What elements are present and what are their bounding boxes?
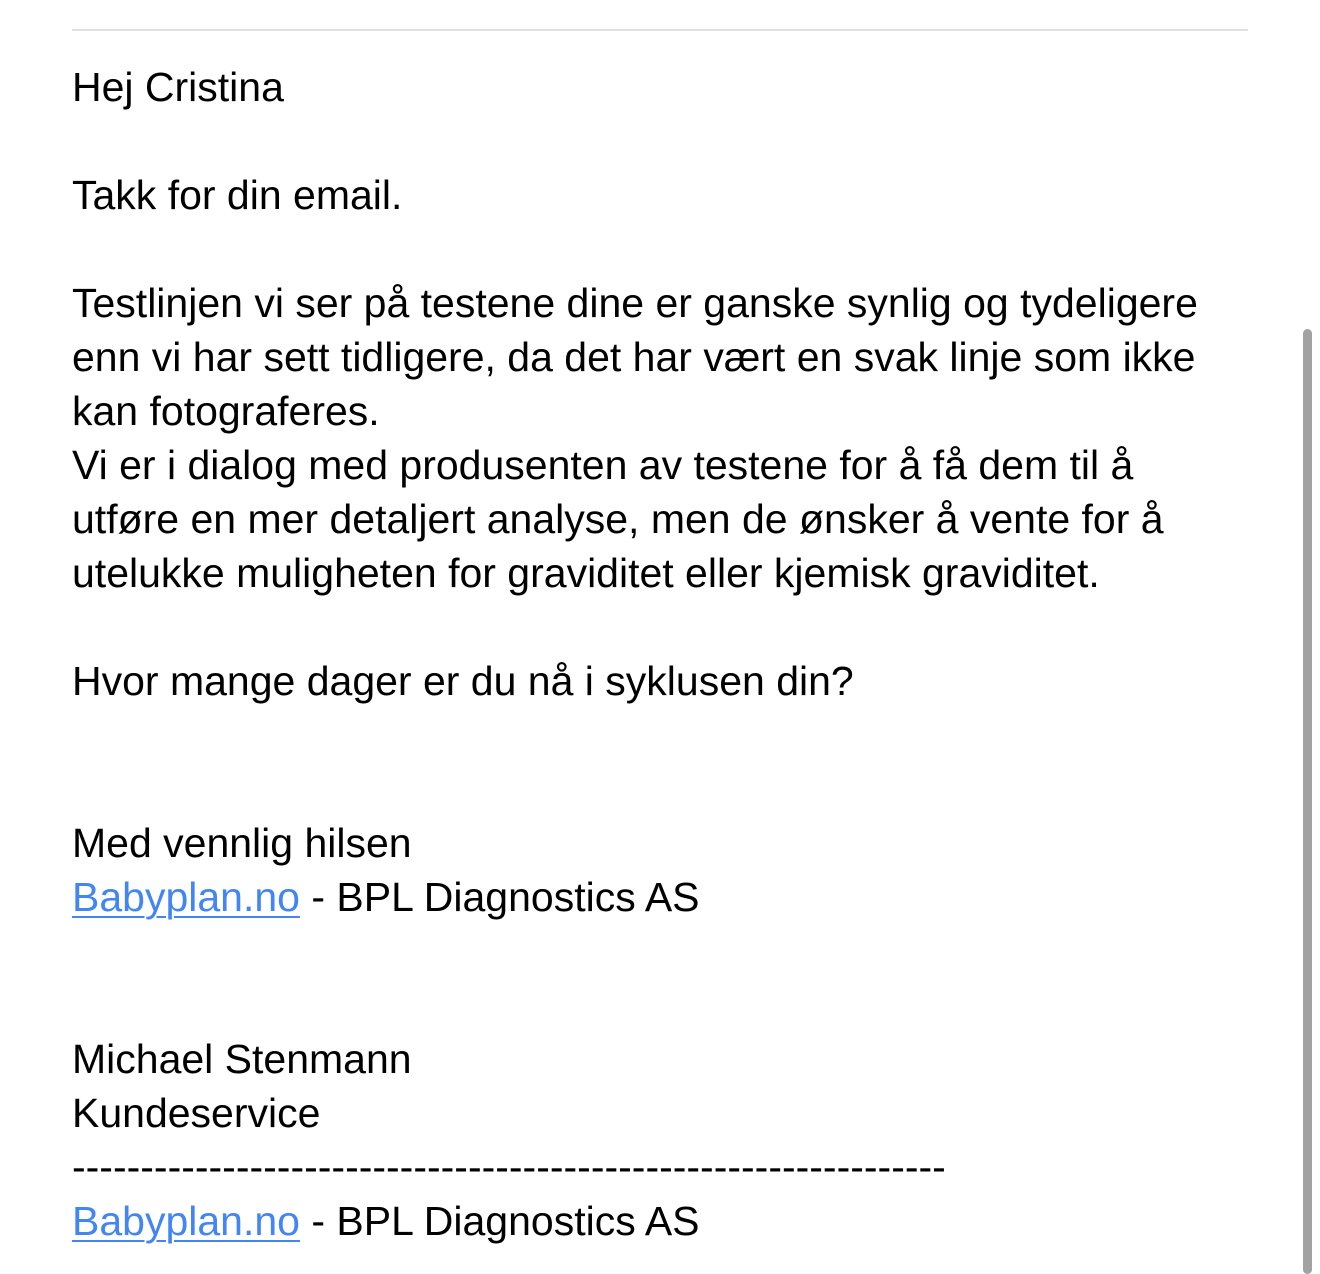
signoff-line: Med vennlig hilsen <box>72 820 412 866</box>
babyplan-footer-link[interactable]: Babyplan.no <box>72 1198 300 1244</box>
footer-company-line <box>72 1194 1232 1248</box>
sender-role-line: Kundeservice <box>72 1090 321 1136</box>
email-message-body <box>72 60 1232 1248</box>
blank-lines <box>72 924 1232 1032</box>
blank-line <box>72 600 1232 654</box>
blank-lines <box>72 708 1232 816</box>
thanks-line: Takk for din email. <box>72 172 403 218</box>
message-top-divider <box>72 29 1248 31</box>
vertical-scrollbar-thumb[interactable] <box>1303 329 1312 1274</box>
paragraph-testline: Testlinjen vi ser på testene dine er ganske synlig og tydeligere enn vi har sett tidligere, da det har vært en svak linje som ikke kan fotograferes. <box>72 280 1198 434</box>
company-line <box>72 870 1232 924</box>
paragraph-dialog: Vi er i dialog med produsenten av testene for å få dem til å utføre en mer detaljert analyse, men de ønsker å vente for å utelukke muligheten for graviditet eller kjemisk graviditet. <box>72 442 1164 596</box>
blank-line <box>72 222 1232 276</box>
footer-company-suffix: - BPL Diagnostics AS <box>299 1198 700 1244</box>
sender-name-line: Michael Stenmann <box>72 1036 412 1082</box>
question-line: Hvor mange dager er du nå i syklusen din? <box>72 658 854 704</box>
babyplan-link[interactable]: Babyplan.no <box>72 874 300 920</box>
blank-line <box>72 114 1232 168</box>
greeting-line: Hej Cristina <box>72 64 284 110</box>
signature-separator: ---------------------------------------------------------------- <box>72 1144 946 1190</box>
company-suffix: - BPL Diagnostics AS <box>299 874 700 920</box>
